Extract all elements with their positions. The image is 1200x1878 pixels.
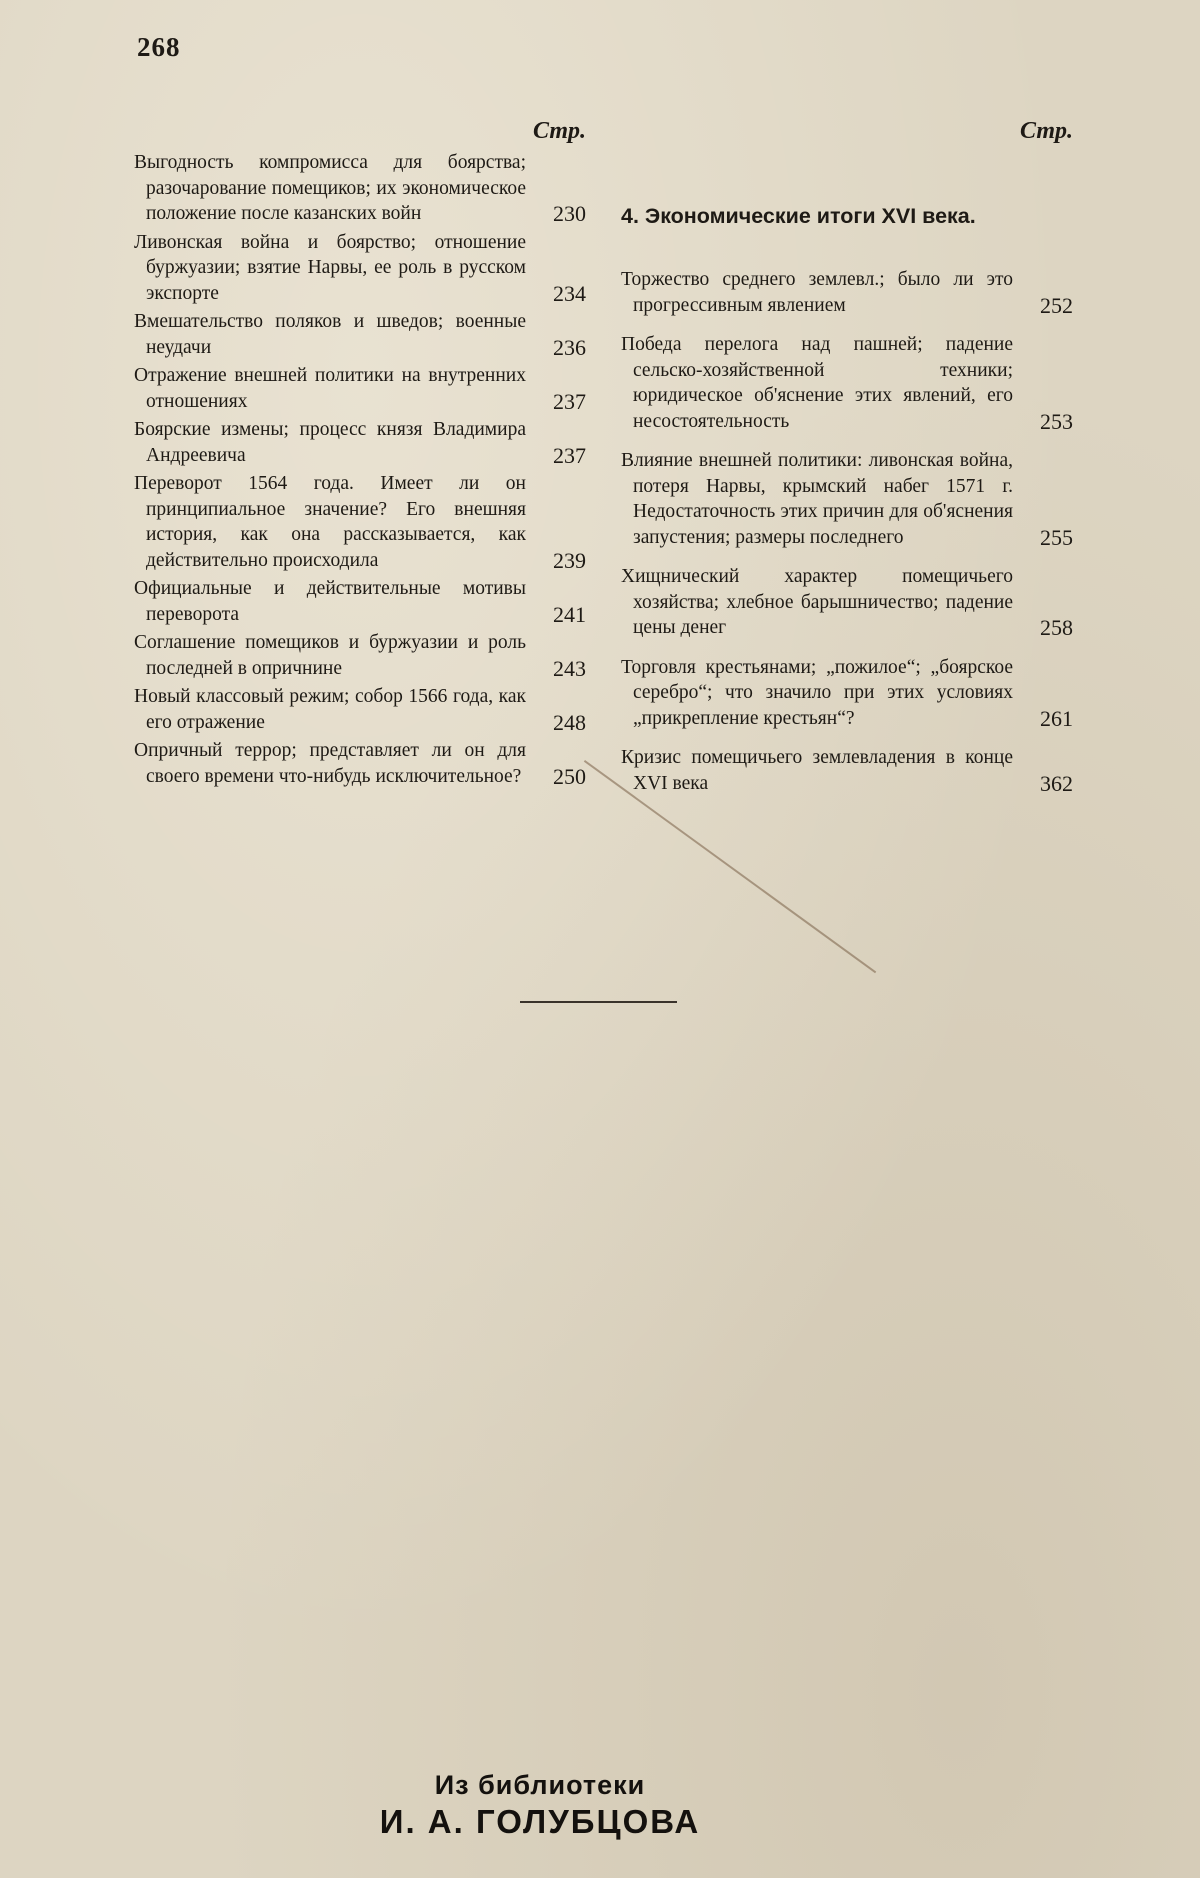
toc-entry-text: Опричный террор; представляет ли он для своего времени что-нибудь исключительное?	[134, 740, 526, 787]
toc-entry	[621, 448, 1073, 550]
toc-entry-text: Отражение внешней политики на внутренних отношениях	[134, 365, 526, 412]
toc-entry	[621, 332, 1073, 434]
toc-entry-page: 230	[553, 201, 586, 226]
toc-entry	[134, 630, 586, 681]
toc-entry-text: Переворот 1564 года. Имеет ли он принципиальное значение? Его внешняя история, как она рассказывается, как действительно происходила	[134, 473, 526, 571]
toc-entry-page: 237	[553, 388, 586, 414]
toc-entry	[134, 363, 586, 414]
page-column-header: Стр.	[1019, 118, 1073, 144]
toc-entry-page: 237	[553, 442, 586, 468]
section-title: 4. Экономические итоги XVI века.	[621, 204, 976, 228]
library-stamp	[360, 1770, 720, 1841]
toc-entry-page: 255	[1040, 524, 1073, 550]
toc-left-column	[134, 118, 586, 792]
toc-entry-text: Новый классовый режим; собор 1566 года, как его отражение	[134, 686, 526, 733]
toc-entry	[134, 309, 586, 360]
toc-entry-page: 241	[553, 601, 586, 627]
toc-entry-page: 236	[553, 334, 586, 360]
toc-entry	[134, 230, 586, 307]
toc-entry	[621, 564, 1073, 641]
end-divider-rule	[520, 1001, 677, 1003]
toc-entry	[621, 655, 1073, 732]
toc-entry-page: 239	[553, 547, 586, 573]
toc-entry	[134, 150, 586, 227]
toc-right-column	[621, 118, 1073, 810]
library-stamp-line2: И. А. ГОЛУБЦОВА	[379, 1803, 701, 1840]
toc-entry-text: Хищнический характер помещичьего хозяйства; хлебное барышничество; падение цены денег	[621, 566, 1013, 638]
toc-entry-text: Вмешательство поляков и шведов; военные неудачи	[134, 311, 526, 358]
toc-entry-page: 261	[1040, 705, 1073, 731]
toc-entry-text: Боярские измены; процесс князя Владимира Андреевича	[134, 419, 526, 466]
toc-entry	[134, 738, 586, 789]
toc-entry	[134, 576, 586, 627]
toc-entry-page: 248	[553, 709, 586, 735]
library-stamp-line1: Из библиотеки	[434, 1770, 646, 1800]
toc-entry	[621, 267, 1073, 318]
toc-entry-page: 258	[1040, 615, 1073, 640]
toc-entry-text: Ливонская война и боярство; отношение буржуазии; взятие Нарвы, ее роль в русском экспорте	[134, 231, 526, 304]
page-number: 268	[137, 32, 181, 62]
toc-entry-page: 362	[1040, 770, 1073, 796]
toc-entry-text: Выгодность компромисса для боярства; разочарование помещиков; их экономическое положение после казанских войн	[134, 152, 526, 224]
toc-entry-text: Официальные и действительные мотивы переворота	[134, 578, 526, 625]
page-column-header: Стр.	[532, 118, 586, 144]
toc-entry-page: 253	[1040, 408, 1073, 434]
toc-entry	[134, 471, 586, 573]
toc-entry-text: Торговля крестьянами; „пожилое“; „боярское серебро“; что значило при этих условиях „прикрепление крестьян“?	[621, 656, 1013, 729]
toc-entry-page: 252	[1040, 292, 1073, 318]
toc-entry-text: Торжество среднего землевл.; было ли это прогрессивным явлением	[621, 269, 1013, 316]
toc-entry-page: 234	[553, 280, 586, 306]
toc-entry-text: Влияние внешней политики: ливонская война, потеря Нарвы, крымский набег 1571 г. Недостаточность этих причин для об'яснения запустения; размеры последнего	[621, 450, 1013, 548]
toc-entry-page: 250	[553, 763, 586, 789]
toc-entry	[134, 417, 586, 468]
toc-entry	[621, 745, 1073, 796]
toc-entry	[134, 684, 586, 735]
toc-entry-text: Победа перелога над пашней; падение сельско-хозяйственной техники; юридическое об'яснение этих явлений, его несостоятельность	[621, 334, 1013, 432]
toc-entry-text: Кризис помещичьего землевладения в конце XVI века	[621, 747, 1013, 794]
toc-entry-page: 243	[553, 655, 586, 681]
toc-entry-text: Соглашение помещиков и буржуазии и роль последней в опричнине	[134, 632, 526, 679]
